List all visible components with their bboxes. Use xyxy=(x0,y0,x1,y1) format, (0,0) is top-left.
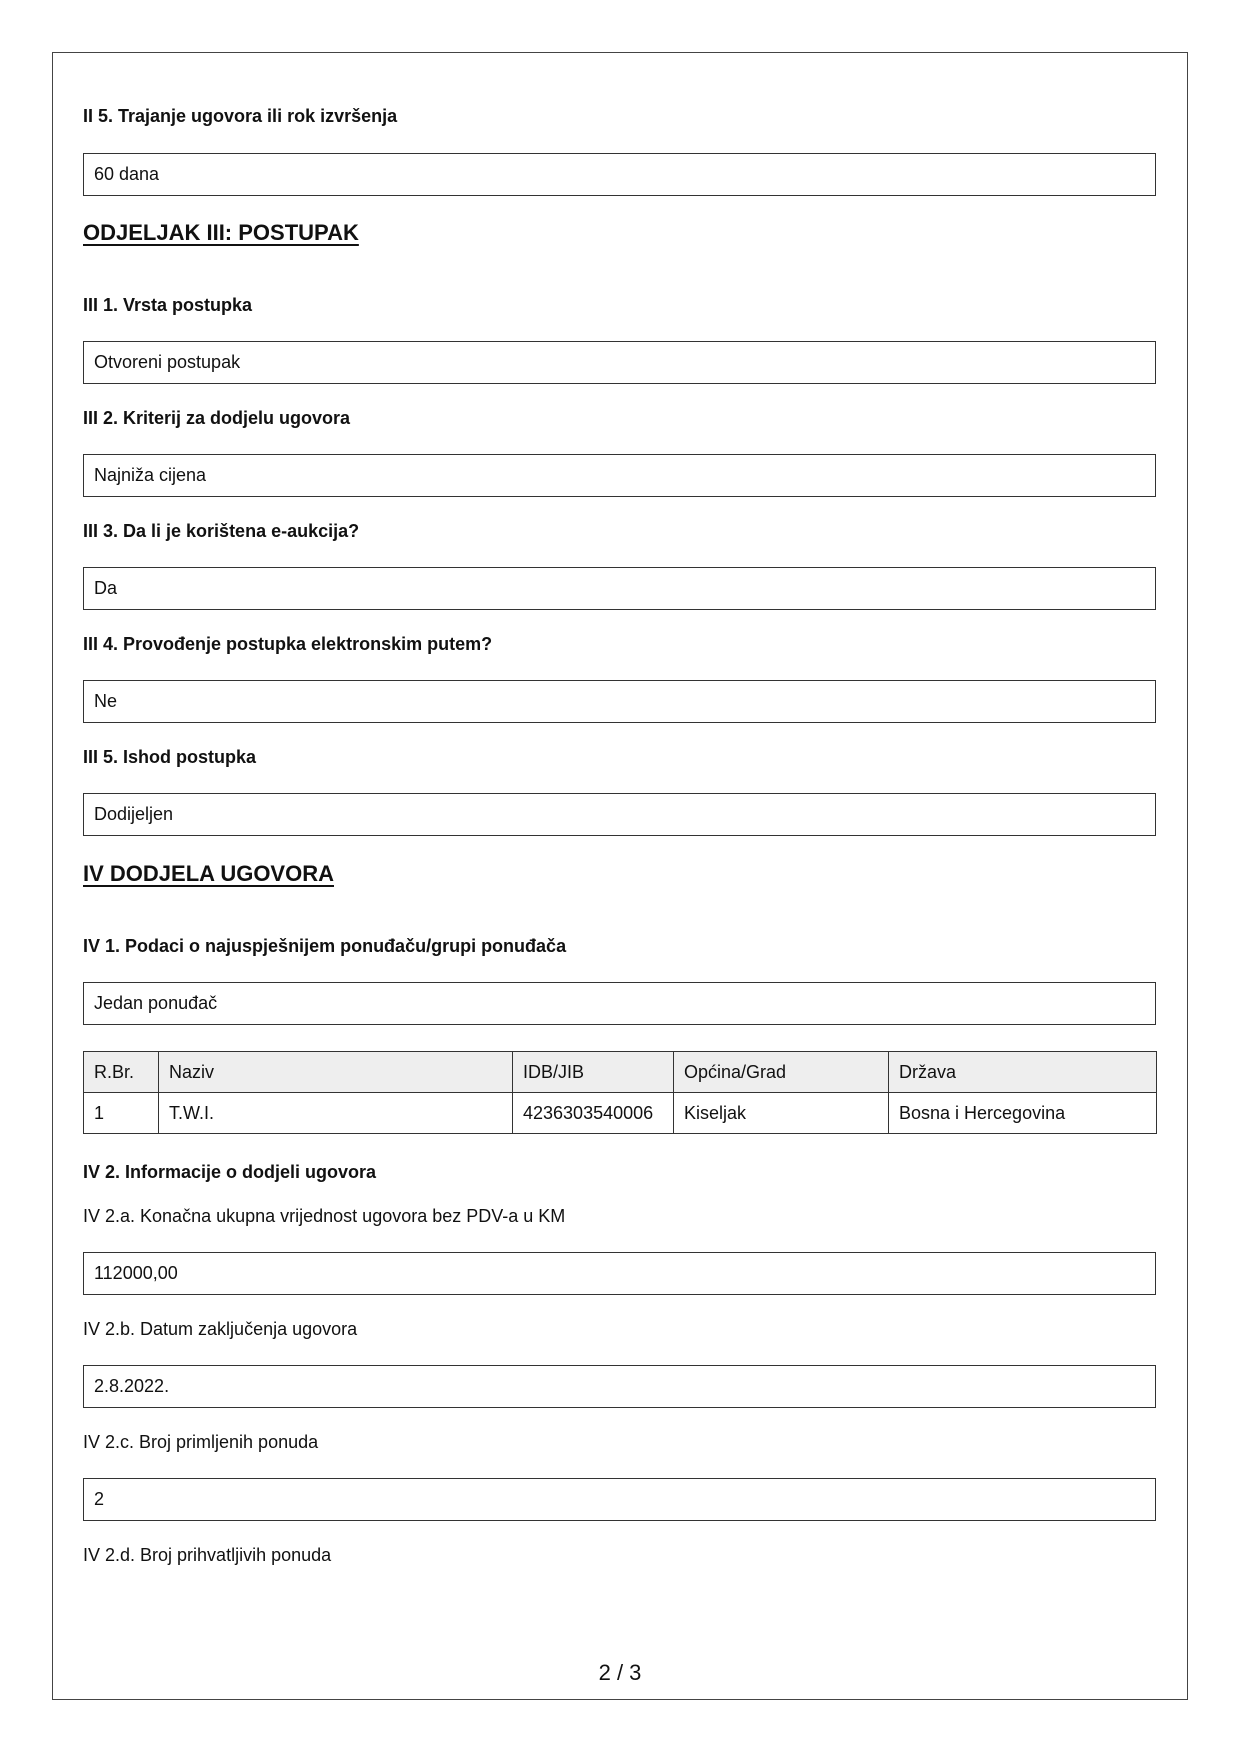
field-contract-value: 112000,00 xyxy=(83,1252,1156,1295)
field-bidder-type: Jedan ponuđač xyxy=(83,982,1156,1025)
label-iii2: III 2. Kriterij za dodjelu ugovora xyxy=(83,408,351,428)
heading-section-iii: ODJELJAK III: POSTUPAK xyxy=(83,220,359,245)
table-cell: 4236303540006 xyxy=(513,1093,674,1134)
label-iii1: III 1. Vrsta postupka xyxy=(83,295,253,315)
table-cell: T.W.I. xyxy=(159,1093,513,1134)
label-iv2b: IV 2.b. Datum zaključenja ugovora xyxy=(83,1319,358,1339)
column-header: IDB/JIB xyxy=(513,1052,674,1093)
field-procedure-type: Otvoreni postupak xyxy=(83,341,1156,384)
label-iii5: III 5. Ishod postupka xyxy=(83,747,257,767)
field-award-criterion: Najniža cijena xyxy=(83,454,1156,497)
table-cell: 1 xyxy=(84,1093,159,1134)
table-row xyxy=(84,1093,1157,1134)
field-contract-date: 2.8.2022. xyxy=(83,1365,1156,1408)
label-ii5: II 5. Trajanje ugovora ili rok izvršenja xyxy=(83,106,398,126)
column-header: R.Br. xyxy=(84,1052,159,1093)
field-e-auction: Da xyxy=(83,567,1156,610)
field-procedure-outcome: Dodijeljen xyxy=(83,793,1156,836)
table-header-row xyxy=(84,1052,1157,1093)
label-iv1: IV 1. Podaci o najuspješnijem ponuđaču/grupi ponuđača xyxy=(83,936,567,956)
field-contract-duration: 60 dana xyxy=(83,153,1156,196)
field-received-offers: 2 xyxy=(83,1478,1156,1521)
column-header: Općina/Grad xyxy=(674,1052,889,1093)
bidders-table xyxy=(83,1051,1157,1134)
label-iv2d: IV 2.d. Broj prihvatljivih ponuda xyxy=(83,1545,332,1565)
field-electronic-procedure: Ne xyxy=(83,680,1156,723)
table-cell: Kiseljak xyxy=(674,1093,889,1134)
column-header: Država xyxy=(889,1052,1157,1093)
label-iv2: IV 2. Informacije o dodjeli ugovora xyxy=(83,1162,377,1182)
table-cell: Bosna i Hercegovina xyxy=(889,1093,1157,1134)
column-header: Naziv xyxy=(159,1052,513,1093)
label-iii3: III 3. Da li je korištena e-aukcija? xyxy=(83,521,360,541)
label-iv2a: IV 2.a. Konačna ukupna vrijednost ugovora bez PDV-a u KM xyxy=(83,1206,566,1226)
label-iii4: III 4. Provođenje postupka elektronskim putem? xyxy=(83,634,493,654)
heading-section-iv: IV DODJELA UGOVORA xyxy=(83,861,334,886)
page-number: 2 / 3 xyxy=(598,1660,642,1685)
label-iv2c: IV 2.c. Broj primljenih ponuda xyxy=(83,1432,319,1452)
